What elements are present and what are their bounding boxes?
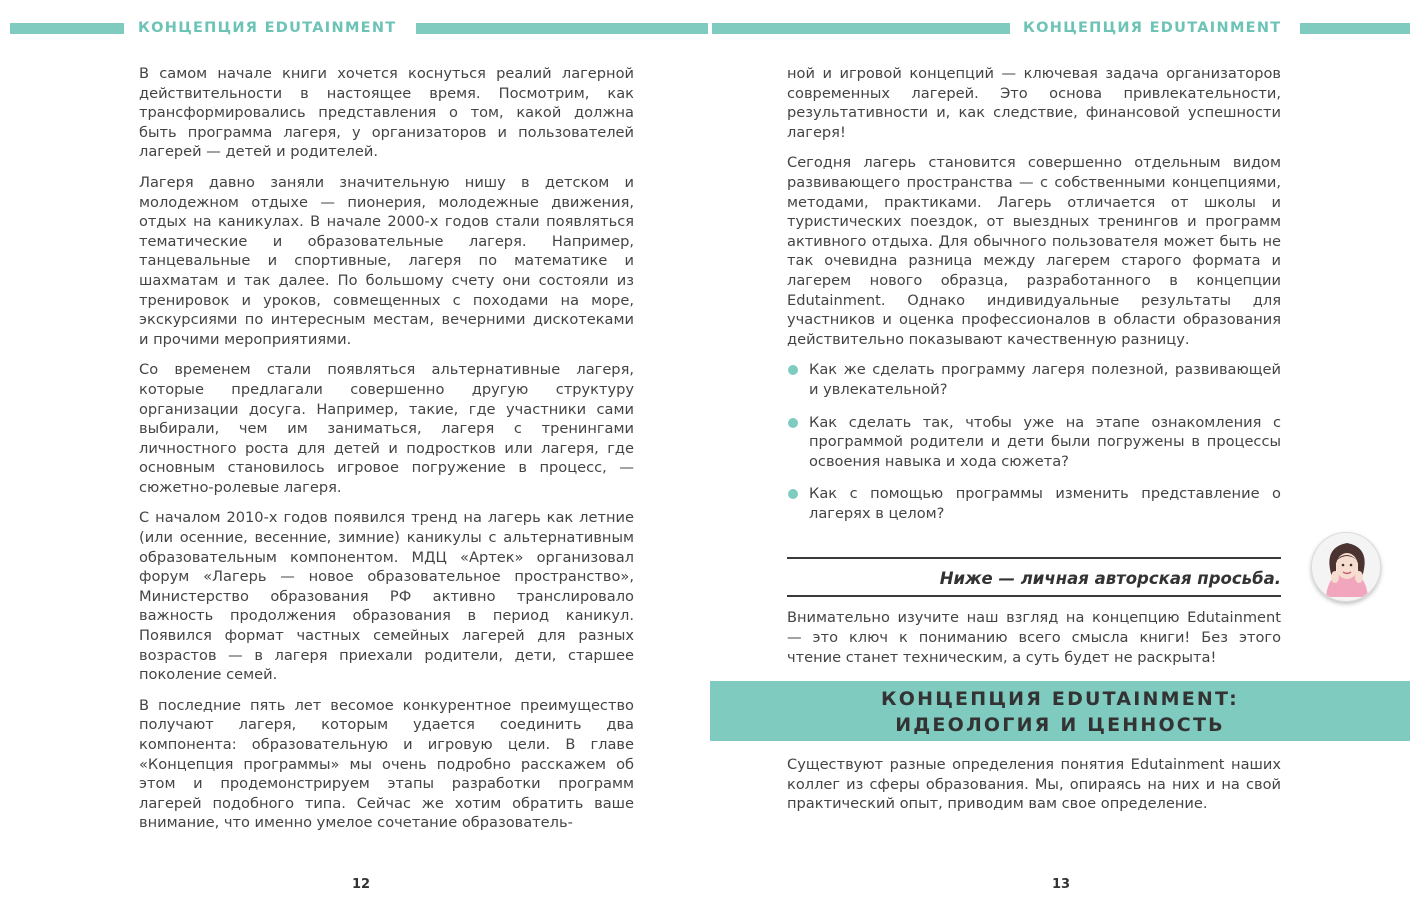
list-item-text: Как с помощью программы изменить представление о лагерях в целом?: [809, 485, 1281, 522]
list-item: [787, 484, 1281, 523]
paragraph: В последние пять лет весомое конкурентное преимущество получают лагеря, которым удается соединить два компонента: образовательную и игровую цели. В главе «Концепция программы» мы очень подробно расскажем об этом и продемонстрируем этапы разработки программ лагерей подобного типа. Сейчас же хотим обратить ваше внимание, что именно умелое сочетание образователь-: [139, 696, 634, 832]
paragraph: ной и игровой концепций — ключевая задача организаторов современных лагерей. Это основа привлекательности, результативности и, как следствие, финансовой успешности лагеря!: [787, 65, 1281, 141]
left-page-body: [139, 64, 634, 844]
page-number-right: 13: [1052, 877, 1071, 892]
list-item: [787, 360, 1281, 399]
paragraph: С началом 2010-х годов появился тренд на лагерь как летние (или осенние, весенние, зимние) каникулы с альтернативным образовательным компонентом. МДЦ «Артек» организовал форум «Лагерь — новое образовательное пространство», Министерство образования РФ активно транслировало важность продолжения образования в период каникул. Появился формат частных семейных лагерей для разных возрастов — в лагеря приехали родители, дети, старшее поколение семей.: [139, 509, 634, 684]
header-title-left: КОНЦЕПЦИЯ EDUTAINMENT: [138, 20, 397, 36]
paragraph: Со временем стали появляться альтернативные лагеря, которые предлагали совершенно другую структуру организации досуга. Например, такие, где участники сами выбирали, чем им заниматься, лагеря с тренингами личностного роста для детей и подростков или лагеря, где основным становилось игровое погружение в процесс, — сюжетно-ролевые лагеря.: [139, 361, 634, 496]
paragraph: В самом начале книги хочется коснуться реалий лагерной действительности в настоящее время. Посмотрим, как трансформировались представления о том, какой должна быть программа лагеря, у организаторов и пользователей лагерей — детей и родителей.: [139, 65, 634, 161]
bullet-dot-icon: [788, 489, 798, 499]
definition-intro-paragraph: Существуют разные определения понятия Edutainment наших коллег из сферы образования. Мы, опираясь на них и на свой практический опыт, приводим вам свое определение.: [787, 756, 1281, 813]
header-bar-left-start: [10, 23, 124, 34]
paragraph: Сегодня лагерь становится совершенно отдельным видом развивающего пространства — с собственными концепциями, методами, практиками. Лагерь отличается от школы и туристических поездок, от выездных тренингов и программ активного отдыха. Для обычного пользователя может быть не так очевидна разница между лагерем старого формата и лагерем нового образца, разработанного в концепции Edutainment. Однако индивидуальные результаты для участников и оценка профессионалов в области образования действительно показывают качественную разницу.: [787, 154, 1281, 348]
list-item: [787, 413, 1281, 472]
header-bar-right-start: [712, 23, 1010, 34]
header-title-right: КОНЦЕПЦИЯ EDUTAINMENT: [1023, 20, 1282, 36]
divider: [787, 595, 1281, 597]
author-request-text: Ниже — личная авторская просьба.: [939, 569, 1281, 588]
header-bar-left-end: [416, 23, 708, 34]
paragraph: Лагеря давно заняли значительную нишу в детском и молодежном отдыхе — пионерия, молодежные движения, отдых на каникулах. В начале 2000-х годов стали появляться тематические и образовательные лагеря. Например, танцевальные и спортивные, лагеря по математике и шахматам и так далее. По большому счету они состояли из тренировок и уроков, совмещенных с походами на море, экскурсиями по интересным местам, вечерними дискотеками и прочими мероприятиями.: [139, 173, 634, 348]
divider: [787, 557, 1281, 559]
author-request-block: [787, 557, 1281, 597]
header-bar-right-end: [1300, 23, 1410, 34]
section-heading-line: ИДЕОЛОГИЯ И ЦЕННОСТЬ: [895, 714, 1225, 736]
bullet-dot-icon: [788, 418, 798, 428]
page-number-left: 12: [352, 877, 371, 892]
author-portrait-icon: [1311, 532, 1381, 602]
list-item-text: Как же сделать программу лагеря полезной, развивающей и увлекательной?: [809, 361, 1281, 398]
list-item-text: Как сделать так, чтобы уже на этапе ознакомления с программой родители и дети были погружены в процессы освоения навыка и хода сюжета?: [809, 413, 1281, 470]
bullet-dot-icon: [788, 365, 798, 375]
right-page-body: [787, 64, 1281, 536]
section-heading: [710, 681, 1410, 741]
section-heading-line: КОНЦЕПЦИЯ EDUTAINMENT:: [881, 688, 1239, 710]
note-paragraph: Внимательно изучите наш взгляд на концепцию Edutainment — это ключ к пониманию всего смысла книги! Без этого чтение станет техническим, а суть будет не раскрыта!: [787, 609, 1281, 666]
question-list: [787, 360, 1281, 523]
